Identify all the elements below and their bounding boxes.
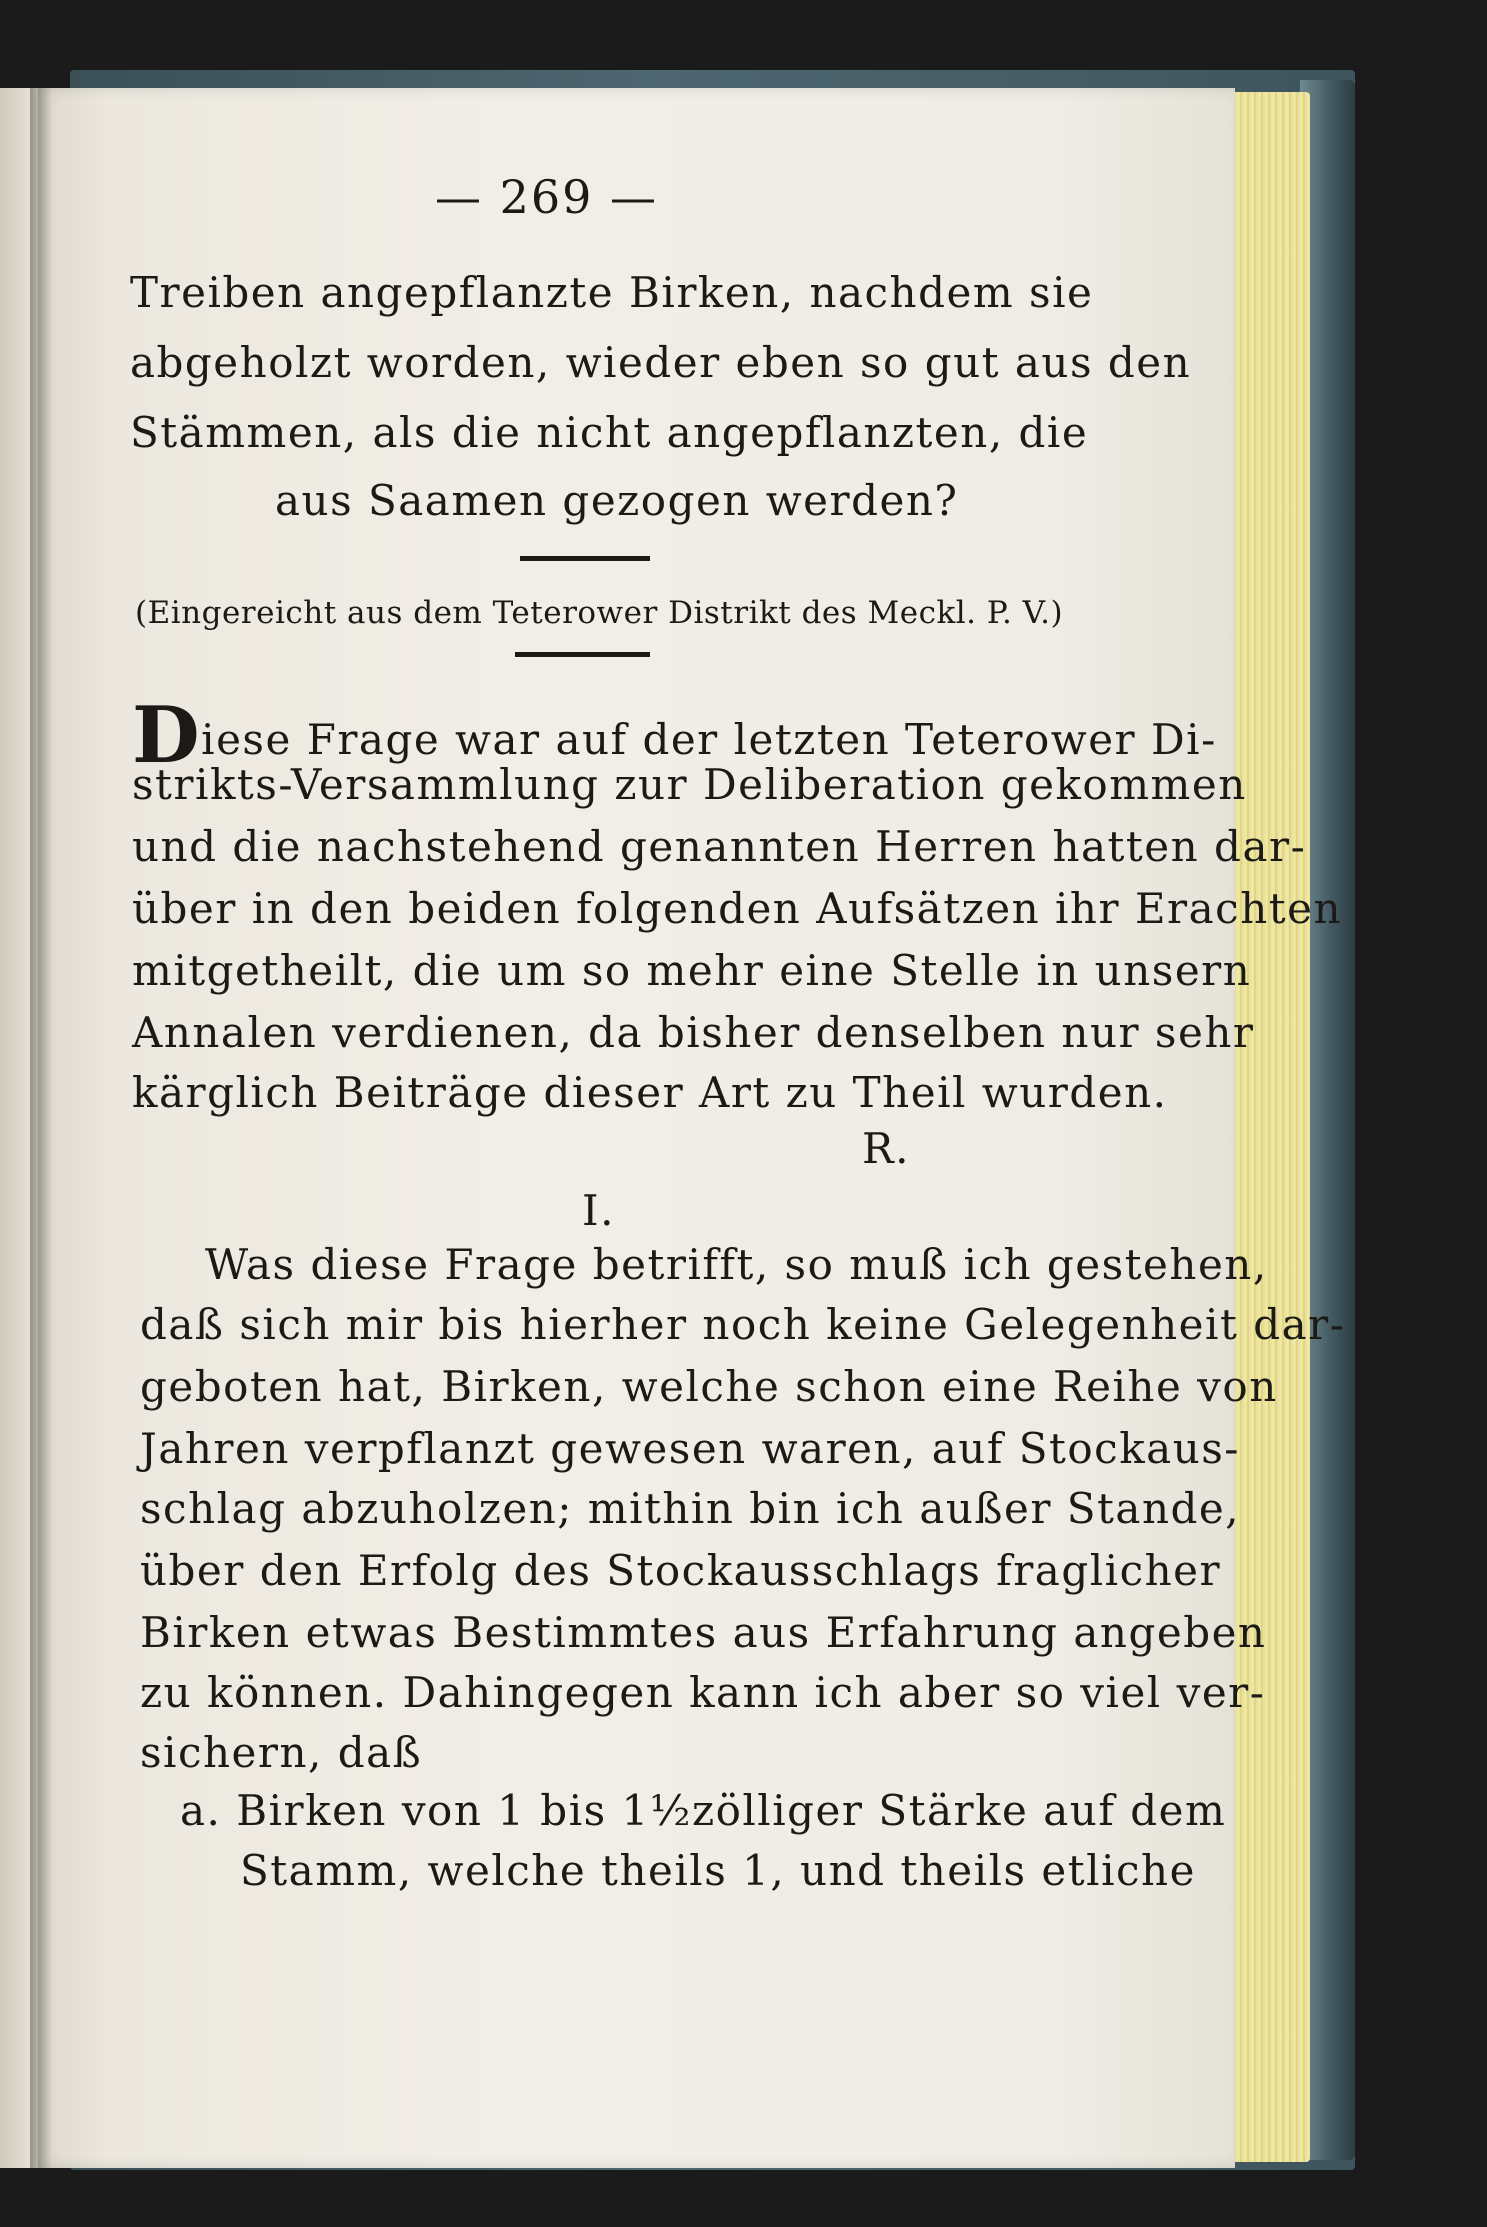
signature: R. [862, 1124, 910, 1173]
item-a-line-2: Stamm, welche theils 1, und theils etliche [240, 1846, 1196, 1895]
intro-line-3: und die nachstehend genannten Herren hatten dar- [132, 822, 1307, 871]
page-number: — 269 — [435, 170, 659, 224]
item-a-line-1: a. Birken von 1 bis 1½zölliger Stärke auf dem [180, 1786, 1227, 1835]
body-line-2: daß sich mir bis hierher noch keine Gelegenheit dar- [140, 1300, 1346, 1349]
body-line-8: zu können. Dahingegen kann ich aber so viel ver- [140, 1668, 1266, 1717]
body-line-1: Was diese Frage betrifft, so muß ich gestehen, [205, 1240, 1268, 1289]
intro-line-1: Diese Frage war auf der letzten Teterower Di- [132, 690, 1217, 781]
question-line-3: Stämmen, als die nicht angepflanzten, die [130, 408, 1089, 457]
intro-line-6: Annalen verdienen, da bisher denselben nur sehr [132, 1008, 1255, 1057]
body-line-9: sichern, daß [140, 1728, 423, 1777]
question-line-1: Treiben angepflanzte Birken, nachdem sie [130, 268, 1094, 317]
body-line-7: Birken etwas Bestimmtes aus Erfahrung angeben [140, 1608, 1267, 1657]
drop-cap: D [132, 690, 202, 781]
page-gutter-shadow [30, 88, 52, 2168]
intro-line-4: über in den beiden folgenden Aufsätzen ihr Erachten [132, 884, 1343, 933]
body-line-3: geboten hat, Birken, welche schon eine Reihe von [140, 1362, 1278, 1411]
divider-rule-bottom [515, 652, 650, 657]
divider-rule-top [520, 556, 650, 561]
intro-line-2: strikts-Versammlung zur Deliberation gekommen [132, 760, 1247, 809]
question-line-2: abgeholzt worden, wieder eben so gut aus den [130, 338, 1192, 387]
intro-line-7: kärglich Beiträge dieser Art zu Theil wurden. [132, 1068, 1168, 1117]
body-line-4: Jahren verpflanzt gewesen waren, auf Stockaus- [140, 1424, 1240, 1473]
intro-line-5: mitgetheilt, die um so mehr eine Stelle in unsern [132, 946, 1252, 995]
body-line-5: schlag abzuholzen; mithin bin ich außer Stande, [140, 1484, 1241, 1533]
body-line-6: über den Erfolg des Stockausschlags fraglicher [140, 1546, 1222, 1595]
source-note: (Eingereicht aus dem Teterower Distrikt des Meckl. P. V.) [135, 595, 1064, 631]
section-heading: I. [582, 1186, 615, 1235]
question-line-4: aus Saamen gezogen werden? [275, 476, 959, 525]
